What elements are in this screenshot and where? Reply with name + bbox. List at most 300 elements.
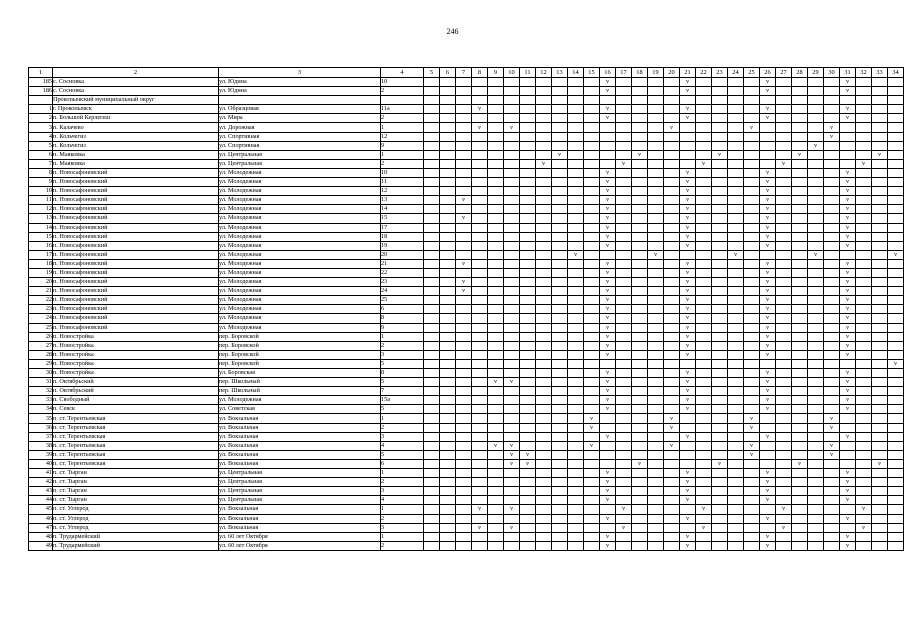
mark-cell [552, 296, 568, 305]
mark-cell [792, 305, 808, 314]
mark-cell [824, 196, 840, 205]
mark-cell [664, 141, 680, 150]
mark-cell [520, 232, 536, 241]
mark-cell [712, 332, 728, 341]
mark-cell [856, 305, 872, 314]
mark-cell [424, 278, 440, 287]
mark-cell [568, 469, 584, 478]
house-cell: 1 [381, 505, 424, 514]
mark-cell [728, 341, 744, 350]
mark-cell [632, 259, 648, 268]
check-mark-cell: v [840, 469, 856, 478]
mark-cell [648, 150, 664, 159]
column-header: 28 [792, 68, 808, 78]
mark-cell [648, 478, 664, 487]
check-mark-cell: v [840, 405, 856, 414]
check-mark-cell: v [840, 259, 856, 268]
mark-cell [808, 205, 824, 214]
mark-cell [824, 405, 840, 414]
mark-cell [648, 369, 664, 378]
mark-cell [728, 123, 744, 132]
mark-cell [440, 96, 456, 105]
check-mark-cell: v [744, 123, 760, 132]
mark-cell [568, 541, 584, 550]
check-mark-cell: v [760, 223, 776, 232]
mark-cell [712, 223, 728, 232]
check-mark-cell: v [840, 532, 856, 541]
mark-cell [744, 287, 760, 296]
mark-cell [552, 350, 568, 359]
mark-cell [680, 505, 696, 514]
mark-cell [824, 150, 840, 159]
mark-cell [856, 214, 872, 223]
check-mark-cell: v [840, 278, 856, 287]
mark-cell [536, 223, 552, 232]
mark-cell [552, 378, 568, 387]
mark-cell [680, 450, 696, 459]
mark-cell [808, 514, 824, 523]
locality-cell: п. ст. Тырган [53, 487, 219, 496]
mark-cell [824, 205, 840, 214]
mark-cell [472, 241, 488, 250]
check-mark-cell: v [680, 514, 696, 523]
street-cell: ул. Вокзальная [219, 523, 381, 532]
mark-cell [536, 205, 552, 214]
mark-cell [824, 305, 840, 314]
locality-cell: п. ст. Терентьевская [53, 423, 219, 432]
mark-cell [872, 105, 888, 114]
mark-cell [872, 387, 888, 396]
mark-cell [872, 523, 888, 532]
mark-cell [632, 87, 648, 96]
mark-cell [648, 87, 664, 96]
mark-cell [840, 159, 856, 168]
house-cell: 5 [381, 405, 424, 414]
mark-cell [888, 168, 904, 177]
mark-cell [424, 314, 440, 323]
column-header: 19 [648, 68, 664, 78]
table-row [29, 87, 904, 96]
mark-cell [456, 223, 472, 232]
mark-cell [664, 432, 680, 441]
mark-cell [504, 478, 520, 487]
check-mark-cell: v [600, 105, 616, 114]
mark-cell [504, 168, 520, 177]
mark-cell [728, 141, 744, 150]
check-mark-cell: v [600, 232, 616, 241]
mark-cell [456, 469, 472, 478]
mark-cell [888, 159, 904, 168]
mark-cell [712, 241, 728, 250]
mark-cell [472, 168, 488, 177]
check-mark-cell: v [840, 205, 856, 214]
mark-cell [824, 287, 840, 296]
check-mark-cell: v [760, 332, 776, 341]
street-cell: ул. Молодежная [219, 214, 381, 223]
mark-cell [856, 141, 872, 150]
mark-cell [584, 214, 600, 223]
locality-cell: п. Новосафоновский [53, 296, 219, 305]
mark-cell [424, 514, 440, 523]
mark-cell [424, 287, 440, 296]
mark-cell [696, 459, 712, 468]
check-mark-cell: v [504, 459, 520, 468]
mark-cell [888, 78, 904, 87]
mark-cell [776, 223, 792, 232]
mark-cell [488, 405, 504, 414]
mark-cell [456, 341, 472, 350]
mark-cell [440, 505, 456, 514]
check-mark-cell: v [760, 478, 776, 487]
check-mark-cell: v [760, 187, 776, 196]
mark-cell [792, 159, 808, 168]
mark-cell [744, 132, 760, 141]
mark-cell [776, 405, 792, 414]
check-mark-cell: v [760, 214, 776, 223]
mark-cell [856, 423, 872, 432]
mark-cell [424, 523, 440, 532]
mark-cell [488, 87, 504, 96]
mark-cell [600, 423, 616, 432]
mark-cell [712, 78, 728, 87]
mark-cell [792, 396, 808, 405]
mark-cell [728, 541, 744, 550]
mark-cell [584, 523, 600, 532]
mark-cell [552, 332, 568, 341]
row-number-cell: 48 [29, 532, 53, 541]
mark-cell [664, 114, 680, 123]
mark-cell [568, 450, 584, 459]
check-mark-cell: v [600, 241, 616, 250]
mark-cell [568, 350, 584, 359]
check-mark-cell: v [840, 378, 856, 387]
mark-cell [776, 396, 792, 405]
mark-cell [584, 159, 600, 168]
mark-cell [600, 505, 616, 514]
row-number-cell: 25 [29, 323, 53, 332]
mark-cell [504, 78, 520, 87]
mark-cell [712, 514, 728, 523]
mark-cell [552, 341, 568, 350]
check-mark-cell: v [504, 505, 520, 514]
mark-cell [600, 123, 616, 132]
check-mark-cell: v [696, 159, 712, 168]
mark-cell [888, 305, 904, 314]
mark-cell [744, 114, 760, 123]
mark-cell [600, 141, 616, 150]
mark-cell [552, 141, 568, 150]
mark-cell [456, 378, 472, 387]
check-mark-cell: v [856, 159, 872, 168]
mark-cell [568, 287, 584, 296]
mark-cell [616, 496, 632, 505]
mark-cell [696, 496, 712, 505]
mark-cell [488, 214, 504, 223]
mark-cell [808, 496, 824, 505]
mark-cell [696, 423, 712, 432]
column-header: 1 [29, 68, 53, 78]
mark-cell [808, 323, 824, 332]
mark-cell [792, 314, 808, 323]
house-cell: 5 [381, 450, 424, 459]
mark-cell [760, 132, 776, 141]
mark-cell [680, 132, 696, 141]
mark-cell [616, 78, 632, 87]
mark-cell [520, 305, 536, 314]
table-row [29, 469, 904, 478]
locality-cell: п. Новосафоновский [53, 168, 219, 177]
mark-cell [456, 296, 472, 305]
mark-cell [664, 341, 680, 350]
mark-cell [456, 78, 472, 87]
mark-cell [808, 305, 824, 314]
check-mark-cell: v [776, 523, 792, 532]
mark-cell [712, 378, 728, 387]
mark-cell [744, 187, 760, 196]
mark-cell [728, 523, 744, 532]
mark-cell [616, 405, 632, 414]
table-row [29, 223, 904, 232]
mark-cell [824, 250, 840, 259]
check-mark-cell: v [776, 505, 792, 514]
mark-cell [808, 414, 824, 423]
mark-cell [488, 505, 504, 514]
check-mark-cell: v [840, 87, 856, 96]
check-mark-cell: v [680, 387, 696, 396]
mark-cell [664, 469, 680, 478]
table-row [29, 441, 904, 450]
mark-cell [472, 287, 488, 296]
mark-cell [712, 168, 728, 177]
mark-cell [616, 323, 632, 332]
mark-cell [712, 387, 728, 396]
house-cell: 22 [381, 268, 424, 277]
mark-cell [696, 123, 712, 132]
mark-cell [568, 369, 584, 378]
mark-cell [728, 178, 744, 187]
mark-cell [712, 487, 728, 496]
mark-cell [520, 250, 536, 259]
mark-cell [520, 259, 536, 268]
mark-cell [616, 241, 632, 250]
check-mark-cell: v [600, 223, 616, 232]
mark-cell [520, 496, 536, 505]
mark-cell [488, 341, 504, 350]
mark-cell [696, 114, 712, 123]
check-mark-cell: v [600, 187, 616, 196]
mark-cell [600, 159, 616, 168]
mark-cell [728, 214, 744, 223]
mark-cell [552, 369, 568, 378]
mark-cell [728, 87, 744, 96]
mark-cell [584, 541, 600, 550]
mark-cell [552, 132, 568, 141]
mark-cell [856, 396, 872, 405]
locality-cell: п. Свободный [53, 396, 219, 405]
check-mark-cell: v [840, 232, 856, 241]
mark-cell [728, 441, 744, 450]
mark-cell [504, 287, 520, 296]
mark-cell [600, 359, 616, 368]
check-mark-cell: v [760, 341, 776, 350]
mark-cell [536, 141, 552, 150]
mark-cell [616, 196, 632, 205]
mark-cell [776, 450, 792, 459]
mark-cell [792, 287, 808, 296]
street-cell: ул. Молодежная [219, 250, 381, 259]
check-mark-cell: v [600, 323, 616, 332]
mark-cell [472, 87, 488, 96]
mark-cell [888, 505, 904, 514]
mark-cell [456, 459, 472, 468]
mark-cell [888, 441, 904, 450]
mark-cell [584, 314, 600, 323]
mark-cell [856, 78, 872, 87]
mark-cell [456, 432, 472, 441]
locality-cell: п. Новосафоновский [53, 259, 219, 268]
row-number-cell: 1 [29, 105, 53, 114]
check-mark-cell: v [824, 414, 840, 423]
check-mark-cell: v [888, 250, 904, 259]
mark-cell [472, 423, 488, 432]
mark-cell [632, 341, 648, 350]
mark-cell [776, 278, 792, 287]
mark-cell [808, 387, 824, 396]
check-mark-cell: v [600, 369, 616, 378]
mark-cell [568, 496, 584, 505]
mark-cell [664, 450, 680, 459]
mark-cell [568, 150, 584, 159]
mark-cell [584, 205, 600, 214]
mark-cell [744, 496, 760, 505]
mark-cell [872, 241, 888, 250]
mark-cell [424, 168, 440, 177]
check-mark-cell: v [840, 78, 856, 87]
mark-cell [872, 469, 888, 478]
mark-cell [472, 459, 488, 468]
mark-cell [648, 178, 664, 187]
check-mark-cell: v [840, 305, 856, 314]
mark-cell [872, 196, 888, 205]
mark-cell [616, 187, 632, 196]
mark-cell [856, 287, 872, 296]
mark-cell [616, 87, 632, 96]
check-mark-cell: v [680, 187, 696, 196]
mark-cell [440, 87, 456, 96]
mark-cell [536, 505, 552, 514]
street-cell: ул. Дорожная [219, 123, 381, 132]
mark-cell [552, 514, 568, 523]
mark-cell [744, 387, 760, 396]
mark-cell [440, 214, 456, 223]
mark-cell [808, 259, 824, 268]
street-cell: ул. Молодежная [219, 323, 381, 332]
mark-cell [872, 168, 888, 177]
mark-cell [552, 178, 568, 187]
locality-cell: п. ст. Терентьевская [53, 450, 219, 459]
check-mark-cell: v [600, 478, 616, 487]
mark-cell [664, 387, 680, 396]
mark-cell [440, 478, 456, 487]
row-number-cell: 11 [29, 196, 53, 205]
mark-cell [424, 150, 440, 159]
mark-cell [776, 78, 792, 87]
mark-cell [808, 541, 824, 550]
check-mark-cell: v [680, 469, 696, 478]
mark-cell [792, 523, 808, 532]
check-mark-cell: v [760, 268, 776, 277]
column-header: 31 [840, 68, 856, 78]
mark-cell [504, 241, 520, 250]
mark-cell [792, 268, 808, 277]
locality-cell: п. Севск [53, 405, 219, 414]
mark-cell [808, 532, 824, 541]
mark-cell [520, 241, 536, 250]
mark-cell [776, 305, 792, 314]
locality-cell: п. Маяковка [53, 159, 219, 168]
check-mark-cell: v [600, 532, 616, 541]
mark-cell [616, 414, 632, 423]
check-mark-cell: v [760, 287, 776, 296]
mark-cell [648, 196, 664, 205]
mark-cell [552, 196, 568, 205]
mark-cell [696, 487, 712, 496]
mark-cell [600, 414, 616, 423]
mark-cell [712, 287, 728, 296]
house-cell: 6 [381, 459, 424, 468]
check-mark-cell: v [600, 87, 616, 96]
mark-cell [536, 305, 552, 314]
row-number-cell: 49 [29, 541, 53, 550]
column-header: 34 [888, 68, 904, 78]
mark-cell [568, 187, 584, 196]
column-header: 16 [600, 68, 616, 78]
mark-cell [520, 341, 536, 350]
check-mark-cell: v [520, 459, 536, 468]
mark-cell [856, 369, 872, 378]
check-mark-cell: v [680, 268, 696, 277]
mark-cell [584, 114, 600, 123]
row-number-cell: 26 [29, 332, 53, 341]
column-header: 23 [712, 68, 728, 78]
row-number-cell: 10 [29, 187, 53, 196]
house-cell: 2 [381, 478, 424, 487]
mark-cell [728, 423, 744, 432]
mark-cell [568, 414, 584, 423]
mark-cell [664, 496, 680, 505]
mark-cell [696, 314, 712, 323]
mark-cell [424, 432, 440, 441]
street-cell: пер. Школьный [219, 378, 381, 387]
mark-cell [824, 323, 840, 332]
mark-cell [632, 178, 648, 187]
mark-cell [792, 196, 808, 205]
mark-cell [440, 232, 456, 241]
mark-cell [520, 323, 536, 332]
street-cell: ул. Центральная [219, 487, 381, 496]
column-header: 18 [632, 68, 648, 78]
mark-cell [792, 132, 808, 141]
street-cell: ул. Молодежная [219, 305, 381, 314]
schedule-table [28, 67, 904, 551]
mark-cell [712, 396, 728, 405]
mark-cell [696, 268, 712, 277]
mark-cell [824, 396, 840, 405]
mark-cell [424, 296, 440, 305]
mark-cell [792, 332, 808, 341]
check-mark-cell: v [600, 378, 616, 387]
mark-cell [424, 469, 440, 478]
